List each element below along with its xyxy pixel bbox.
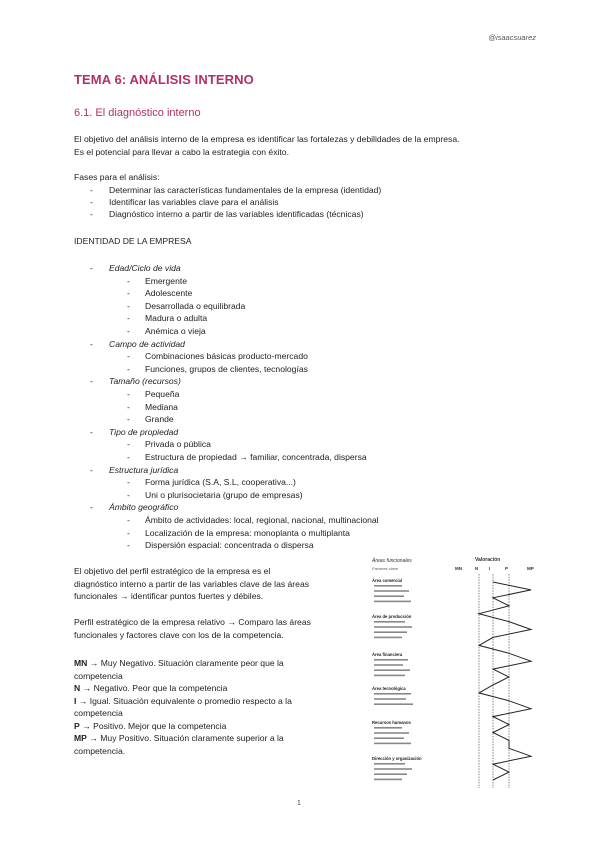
perfil-paragraph-2: Perfil estratégico de la empresa relativo → Comparo las áreas funcionales y factores clave con los de la competencia.	[74, 617, 311, 640]
identidad-heading: IDENTIDAD DE LA EMPRESA	[74, 236, 192, 246]
figure-valuation-label: Valoración	[475, 557, 501, 563]
profile-line	[479, 582, 531, 780]
factor-placeholder	[374, 669, 410, 671]
figure-col-header: Áreas funcionales	[372, 558, 412, 564]
definition-n: N → Negativo. Peor que la competencia	[74, 683, 228, 693]
factor-placeholder	[374, 727, 402, 729]
factor-placeholder	[374, 631, 407, 633]
factor-placeholder	[374, 768, 412, 770]
area-label: Área tecnológica	[372, 686, 406, 691]
factor-placeholder	[374, 590, 409, 592]
factor-placeholder	[374, 779, 402, 781]
factor-placeholder	[374, 693, 411, 695]
factor-placeholder	[374, 601, 411, 603]
factor-placeholder	[374, 737, 404, 739]
factor-placeholder	[374, 585, 402, 587]
factor-placeholder	[374, 664, 403, 666]
factor-placeholder	[374, 773, 407, 775]
factor-placeholder	[374, 763, 405, 765]
scale-label: I	[489, 566, 491, 571]
section-title: 6.1. El diagnóstico interno	[74, 107, 201, 119]
factor-placeholder	[374, 626, 412, 628]
scale-definitions: MN → Muy Negativo. Situación claramente peor que la competencia N → Negativo. Peor que la competencia I → Igual. Situación equivalente o promedio respecto a la competencia P → Positivo. Mejor que la competencia MP → Muy Positivo. Situación claramente superior a la competencia.	[74, 657, 357, 757]
factor-placeholder	[374, 703, 413, 705]
definition-p: P → Positivo. Mejor que la competencia	[74, 720, 227, 731]
area-label: Área financiera	[372, 652, 403, 657]
fases-label: Fases para el análisis:	[74, 172, 160, 182]
factor-placeholder	[374, 675, 405, 677]
factor-placeholder	[374, 595, 404, 597]
definition-mn: MN → Muy Negativo. Situación claramente peor que la	[74, 658, 284, 668]
scale-label: P	[505, 566, 509, 571]
area-label: Recursos humanos	[372, 720, 411, 725]
definition-i: I → Igual. Situación equivalente o promedio respecto a la	[74, 695, 292, 706]
page-title: TEMA 6: ANÁLISIS INTERNO	[74, 72, 254, 87]
factor-placeholder	[374, 743, 411, 745]
factor-placeholder	[374, 621, 405, 623]
scale-label: MN	[455, 566, 462, 571]
perfil-paragraph-1: El objetivo del perfil estratégico de la empresa es el diagnóstico interno a partir de las variables clave de las áreas funcionales → identificar puntos fuertes y débiles.	[74, 566, 310, 601]
strategic-profile-figure	[365, 552, 545, 792]
scale-label: MP	[527, 566, 534, 571]
area-label: Dirección y organización	[372, 756, 422, 761]
area-label: Área comercial	[372, 578, 403, 583]
factor-placeholder	[374, 659, 408, 661]
definition-mp: MP → Muy Positivo. Situación claramente superior a la	[74, 733, 284, 743]
factor-placeholder	[374, 732, 409, 734]
intro-paragraph: El objetivo del análisis interno de la empresa es identificar las fortalezas y debilidades de la empresa. Es el potencial para llevar a cabo la estrategia con éxito.	[74, 134, 460, 157]
scale-label: N	[475, 566, 479, 571]
page-number: 1	[297, 800, 301, 807]
factor-placeholder	[374, 698, 406, 700]
factor-placeholder	[374, 637, 402, 639]
area-label: Área de producción	[372, 614, 412, 619]
figure-sub-header: Factores clave	[372, 566, 399, 571]
author-handle: @isaacsuarez	[488, 33, 536, 42]
